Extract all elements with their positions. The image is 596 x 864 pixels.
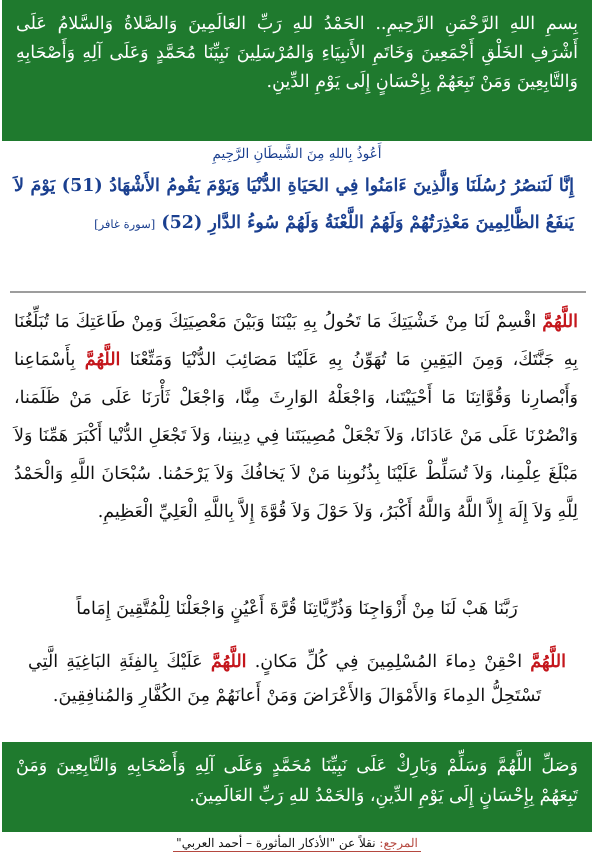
source-text: نقلاً عن "الأذكار المأثورة – أحمد العربي": [176, 836, 376, 850]
sura-reference: [سورة غافر]: [94, 217, 156, 231]
dua2-part-1: احْقِنْ دِماءَ المُسْلِمِينَ فِي كُلِّ مَكانٍ.: [254, 652, 523, 672]
dua-paragraph: [2, 303, 592, 531]
source-reference: [2, 836, 592, 850]
outro-box: [2, 742, 592, 832]
quran-verse-2: رَبَّنَا هَبْ لَنَا مِنْ أَزْوَاجِنَا وَذُرِّيَّاتِنَا قُرَّةَ أَعْيُنٍ وَاجْعَلْنَا لِلْمُتَّقِينَ إِمَاماً: [76, 599, 518, 619]
taawudh: أَعُوذُ بِاللهِ مِنَ الشَّيطَانِ الرَّجِيمِ: [212, 146, 382, 162]
outro-text: وَصَلِّ اللَّهُمَّ وَسَلِّمْ وَبَارِكْ عَلَى نَبِيِّنَا مُحَمَّدٍ وَعَلَى آلِهِ وَأَصْحَابِهِ وَالتَّابِعِينَ وَمَنْ تَبِعَهُمْ بِإِحْسَانٍ إِلَى يَوْمِ الدِّينِ، وَالحَمْدُ للهِ رَبِّ العَالَمِينَ.: [16, 756, 578, 806]
dua2-part-2: عَلَيْكَ بِالفِئَةِ البَاغِيَةِ الَّتِي تَسْتَحِلُّ الدِماءَ وَالأَمْوَالَ وَالأَعْرَاضَ وَمَنْ أَعانَهُمْ مِنَ الكُفَّارِ وَالمُنافِقِينَ.: [28, 652, 542, 706]
allahumma-word: اللَّهُمَّ: [210, 652, 247, 672]
intro-box: [2, 0, 592, 141]
dua-paragraph-2: [2, 645, 592, 713]
document-page: [2, 0, 594, 864]
intro-text: بِسمِ اللهِ الرَّحْمَنِ الرَّحِيمِ.. الحَمْدُ للهِ رَبِّ العَالَمِينَ وَالصَّلاةُ وَالسَّلامُ عَلَى أَشْرَفِ الخَلْقِ أَجْمَعِينَ وَخَاتَمِ الأَنبِيَاءِ وَالمُرْسَلِينَ نَبِيِّنَا مُحَمَّدٍ وَعَلَى آلِهِ وَأَصْحَابِهِ وَالتَّابِعِينَ وَمَنْ تَبِعَهُمْ بِإِحْسَانٍ إِلَى يَوْمِ الدِّينِ.: [16, 14, 578, 92]
dua-part-2: بِأَسْمَاعِنا وَأَبْصارِنا وَقُوَّاتِنَا مَا أَحْيَيْتَنا، وَاجْعَلْهُ الوَارِثَ مِنَّا، وَاجْعَلْ ثَأْرَنَا عَلَى مَنْ ظَلَمَنا، وَانْصُرْنَا عَلَى مَنْ عَادَانَا، وَلاَ تَجْعَلْ مُصِيبَتَنا فِي دِينِنا، وَلاَ تَجْعَلِ الدُّنْيا أَكْبَرَ هَمِّنَا وَلاَ مَبْلَغَ عِلْمِنا، وَلاَ تُسَلِّطْ عَلَيْنَا بِذُنُوبِنا مَنْ لاَ يَخافُكَ وَلاَ يَرْحَمُنا.: [14, 350, 578, 484]
verses-text: إِنَّا لَنَنصُرُ رُسُلَنَا وَالَّذِينَ ءَامَنُوا فِي الحَيَاةِ الدُّنْيَا وَيَوْمَ يَقُومُ الأَشْهَادُ (51) يَوْمَ لاَ يَنفَعُ الظَّالِمِينَ مَعْذِرَتُهُمْ وَلَهُمُ اللَّعْنَةُ وَلَهُمْ سُوءُ الدَّارِ (52): [14, 176, 575, 233]
dua-part-1: اقْسِمْ لَنَا مِنْ خَشْيَتِكَ مَا تَحُولُ بِهِ بَيْنَنَا وَبَيْنَ مَعْصِيَتِكَ وَمِنْ طَاعَتِكَ مَا تُبَلِّغُنَا بِهِ جَنَّتَكَ، وَمِنَ اليَقِينِ مَا تُهَوِّنُ بِهِ عَلَيْنَا مَصَائِبَ الدُّنْيَا وَمَتِّعْنَا: [14, 312, 578, 370]
tasbeeh-text: سُبْحَانَ اللَّهِ وَالْحَمْدُ لِلَّهِ وَلاَ إِلَهَ إِلاَّ اللَّهُ وَاللَّهُ أَكْبَرُ، وَلاَ حَوْلَ وَلاَ قُوَّةَ إِلاَّ بِاللَّهِ الْعَلِيِّ الْعَظِيمِ.: [14, 464, 578, 522]
allahumma-word: اللَّهُمَّ: [530, 652, 566, 672]
allahumma-word: اللَّهُمَّ: [84, 350, 121, 370]
divider: [10, 291, 586, 293]
quran-verses: [2, 168, 592, 243]
source-label: المرجع:: [379, 836, 418, 850]
allahumma-word: اللَّهُمَّ: [542, 312, 578, 332]
